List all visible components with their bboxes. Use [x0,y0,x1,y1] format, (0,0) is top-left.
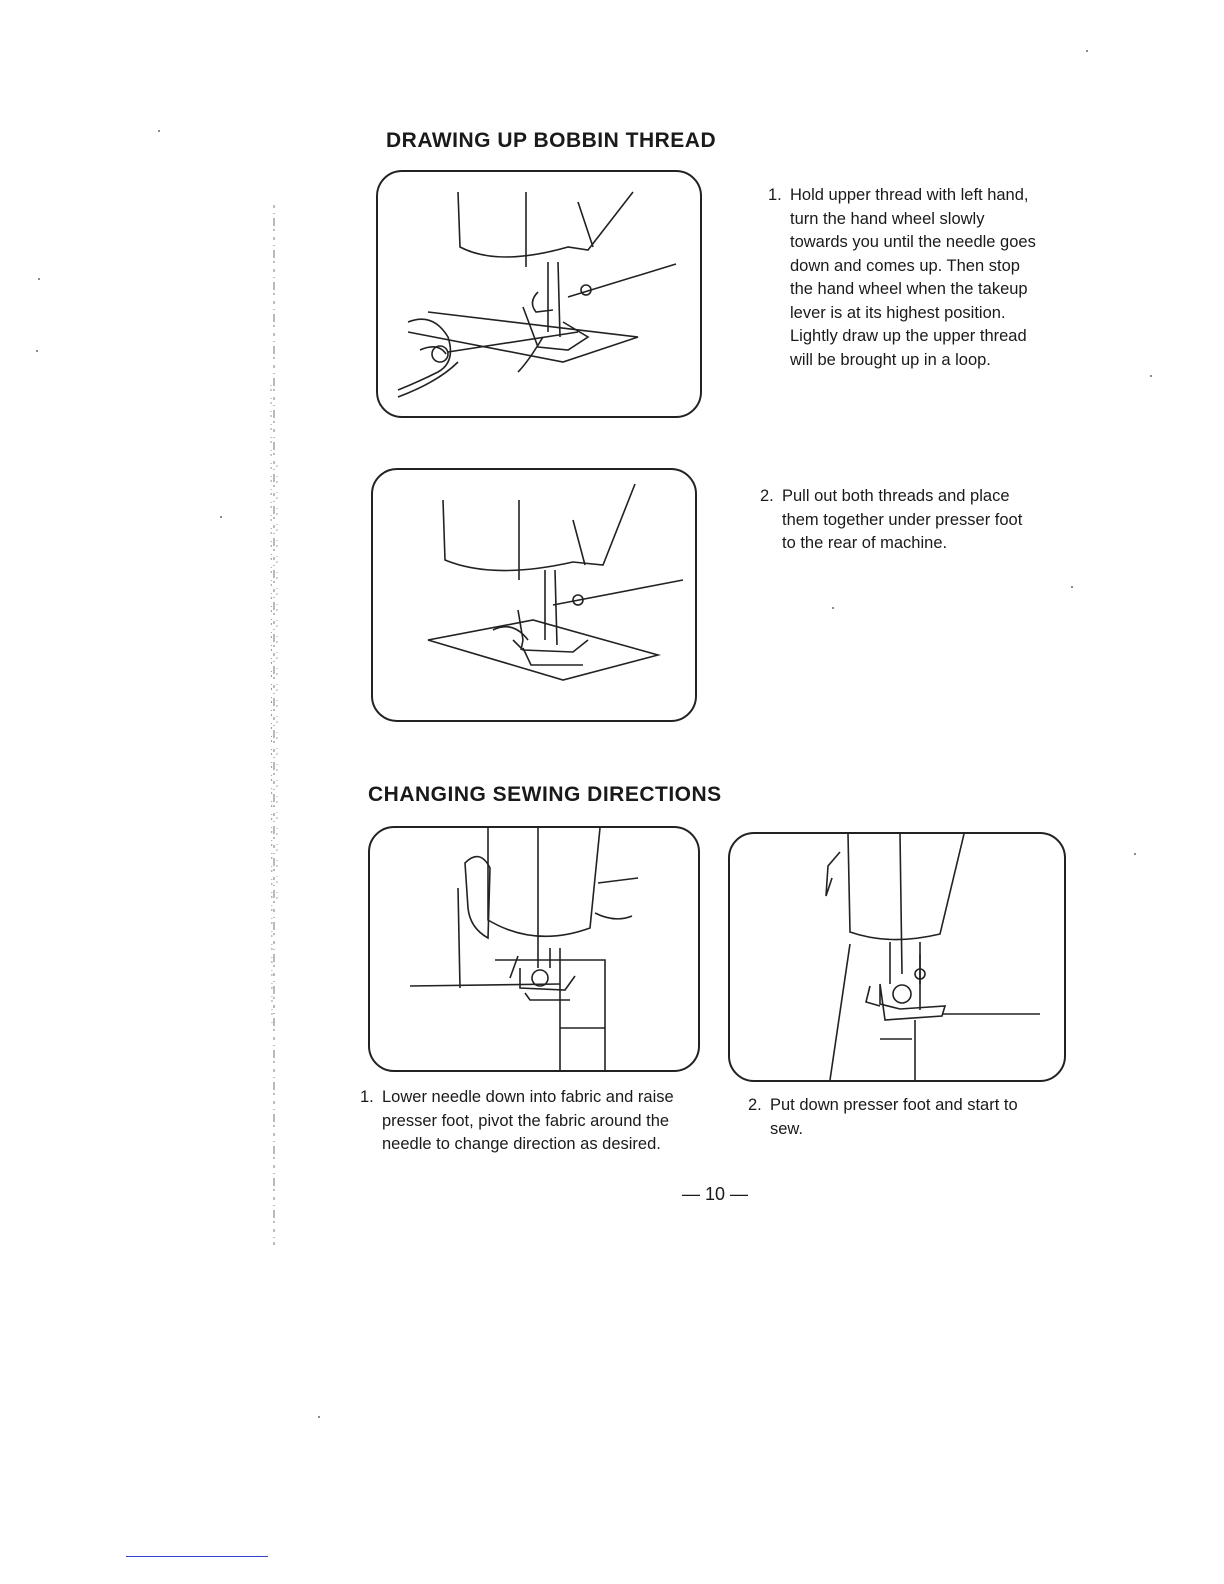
bobbin-step-2 [760,485,1028,556]
sewing-machine-hand-thread-drawing [378,172,700,416]
illustration-put-down-presser-foot [728,832,1066,1082]
scan-speck [1086,50,1088,52]
sewing-machine-start-sew-drawing [730,834,1064,1080]
step-number: 2. [748,1096,762,1114]
page-number: — 10 — [682,1184,749,1204]
scan-speck [1071,586,1073,588]
step-number: 1. [768,186,782,204]
directions-step-2 [748,1094,1018,1141]
step-text: Pull out both threads and place them together under presser foot to the rear of machine. [782,487,1023,552]
scan-speck [220,516,222,518]
directions-step-1 [360,1086,700,1157]
step-text: Put down presser foot and start to sew. [770,1096,1018,1138]
illustration-pivot-fabric [368,826,700,1072]
scan-speck [36,350,38,352]
step-text: Lower needle down into fabric and raise presser foot, pivot the fabric around the needle to change direction as desired. [382,1088,674,1153]
scan-speck [1150,375,1152,377]
section-title-drawing-up-bobbin-thread: DRAWING UP BOBBIN THREAD [386,129,717,152]
footer-rule [126,1556,268,1557]
scan-speck [38,278,40,280]
bobbin-step-1 [768,184,1036,372]
step-number: 2. [760,487,774,505]
sewing-machine-pivot-drawing [370,828,698,1070]
step-number: 1. [360,1088,374,1106]
illustration-hold-upper-thread [376,170,702,418]
scan-speck [318,1416,320,1418]
section-title-changing-sewing-directions: CHANGING SEWING DIRECTIONS [368,783,722,806]
sewing-machine-presser-foot-drawing [373,470,695,720]
scan-speck [1134,853,1136,855]
scan-speck [158,130,160,132]
binding-edge-scan-artifact [268,205,280,1245]
scan-speck [832,607,834,609]
illustration-pull-out-threads [371,468,697,722]
step-text: Hold upper thread with left hand, turn the hand wheel slowly towards you until the needle goes down and comes up. Then stop the hand wheel when the takeup lever is at its highest position. Lightly draw up the upper thread will be brought up in a loop. [790,186,1036,369]
